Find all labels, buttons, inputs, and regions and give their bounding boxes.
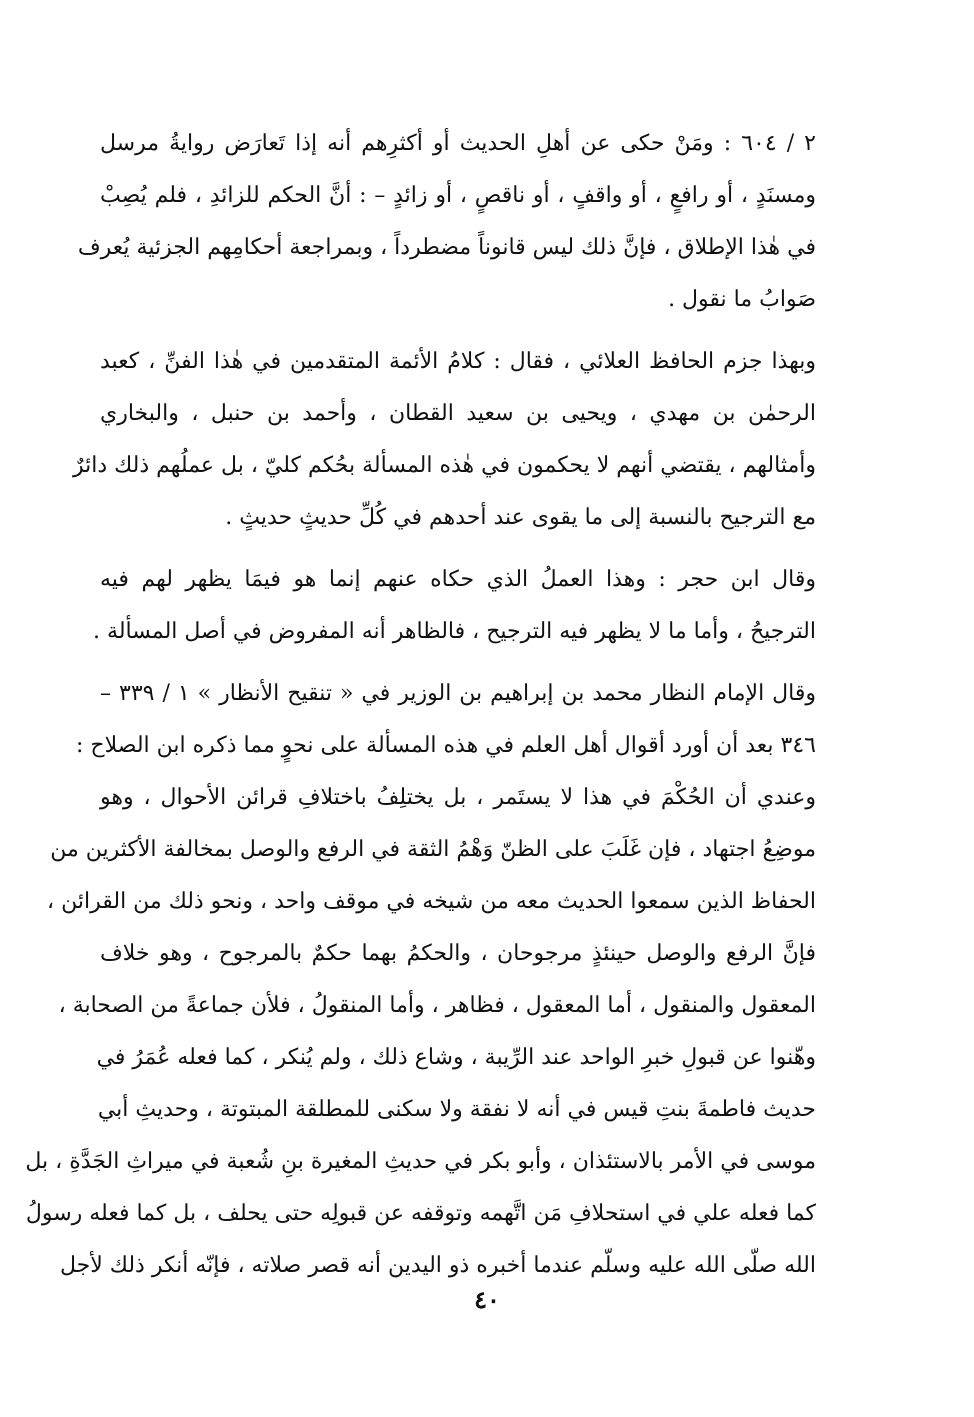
text-line: الله صلّى الله عليه وسلّم عندما أخبره ذو اليدين أنه قصر صلاته ، فإنّه أنكر ذلك لأجل [59,1253,816,1278]
text-line: الترجيحُ ، وأما ما لا يظهر فيه الترجيح ، فالظاهر أنه المفروض في أصل المسألة . [93,619,816,644]
text-line: مع الترجيح بالنسبة إلى ما يقوى عند أحدهم في كُلِّ حديثٍ حديثٍ . [225,505,816,530]
text-line: موضِعُ اجتهاد ، فإن غَلَبَ على الظنّ وَهْمُ الثقة في الرفع والوصل بمخالفة الأكثرين من [50,837,816,862]
text-line: وهّنوا عن قبولِ خبرِ الواحد عند الرِّيبة ، وشاع ذلك ، ولم يُنكر ، كما فعله عُمَرُ في [96,1045,816,1070]
text-line: وبهذا جزم الحافظ العلائي ، فقال : كلامُ الأئمة المتقدمين في هٰذا الفنِّ ، كعبد [100,349,816,374]
paragraph-ibn-alwazir [25,668,817,1292]
text-line: ٣٤٦ بعد أن أورد أقوال أهل العلم في هذه المسألة على نحوٍ مما ذكره ابن الصلاح : [76,733,816,758]
text-line: حديث فاطمةَ بنتِ قيس في أنه لا نفقة ولا سكنى للمطلقة المبتوتة ، وحديثِ أبي [97,1097,816,1122]
paragraph-alalai [72,336,816,544]
body-text [25,118,817,1292]
text-line: موسى في الأمر بالاستئذان ، وأبو بكر في حديثِ المغيرة بنِ شُعبة في ميراثِ الجَدَّةِ ، بل [25,1149,816,1174]
text-line: المعقول والمنقول ، أما المعقول ، فظاهر ، وأما المنقولُ ، فلأن جماعةً من الصحابة ، [58,993,816,1018]
text-line: وأمثالهم ، يقتضي أنهم لا يحكمون في هٰذه المسألة بحُكم كليّ ، بل عملُهم ذلك دائرٌ [72,453,816,478]
text-line: في هٰذا الإطلاق ، فإنَّ ذلك ليس قانوناً مضطرداً ، وبمراجعة أحكامِهم الجزئية يُعرف [77,235,816,260]
paragraph-ibn-hajar [93,554,816,658]
paragraph-hadith-604 [77,118,816,326]
text-line: ٢ / ٦٠٤ : ومَنْ حكى عن أهلِ الحديث أو أكثرِهم أنه إذا تَعارَض روايةُ مرسل [100,131,816,156]
text-line: وعندي أن الحُكْمَ في هذا لا يستَمر ، بل يختلِفُ باختلافِ قرائن الأحوال ، وهو [100,785,816,810]
text-line: كما فعله علي في استحلافِ مَن اتَّهمه وتوقفه عن قبولِه حتى يحلف ، بل كما فعله رسولُ [25,1201,816,1226]
text-line: وقال ابن حجر : وهذا العملُ الذي حكاه عنهم إنما هو فيمَا يظهر لهم فيه [100,567,816,592]
text-line: الحفاظ الذين سمعوا الحديث معه من شيخه في موقف واحد ، ونحو ذلك من القرائن ، [47,889,816,914]
page-number: ٤٠ [474,1285,500,1314]
text-line: وقال الإمام النظار محمد بن إبراهيم بن الوزير في « تنقيح الأنظار » ١ / ٣٣٩ – [100,681,817,706]
text-line: الرحمٰن بن مهدي ، ويحيى بن سعيد القطان ، وأحمد بن حنبل ، والبخاري [100,401,816,426]
text-line: ومسنَدٍ ، أو رافعٍ ، أو واقفٍ ، أو ناقصٍ ، أو زائدٍ – : أنَّ الحكم للزائدِ ، فلم يُصِبْ [100,183,816,208]
text-line: صَوابُ ما نقول . [668,287,816,312]
text-line: فإنَّ الرفع والوصل حينئذٍ مرجوحان ، والحكمُ بهما حكمٌ بالمرجوح ، وهو خلاف [100,941,816,966]
